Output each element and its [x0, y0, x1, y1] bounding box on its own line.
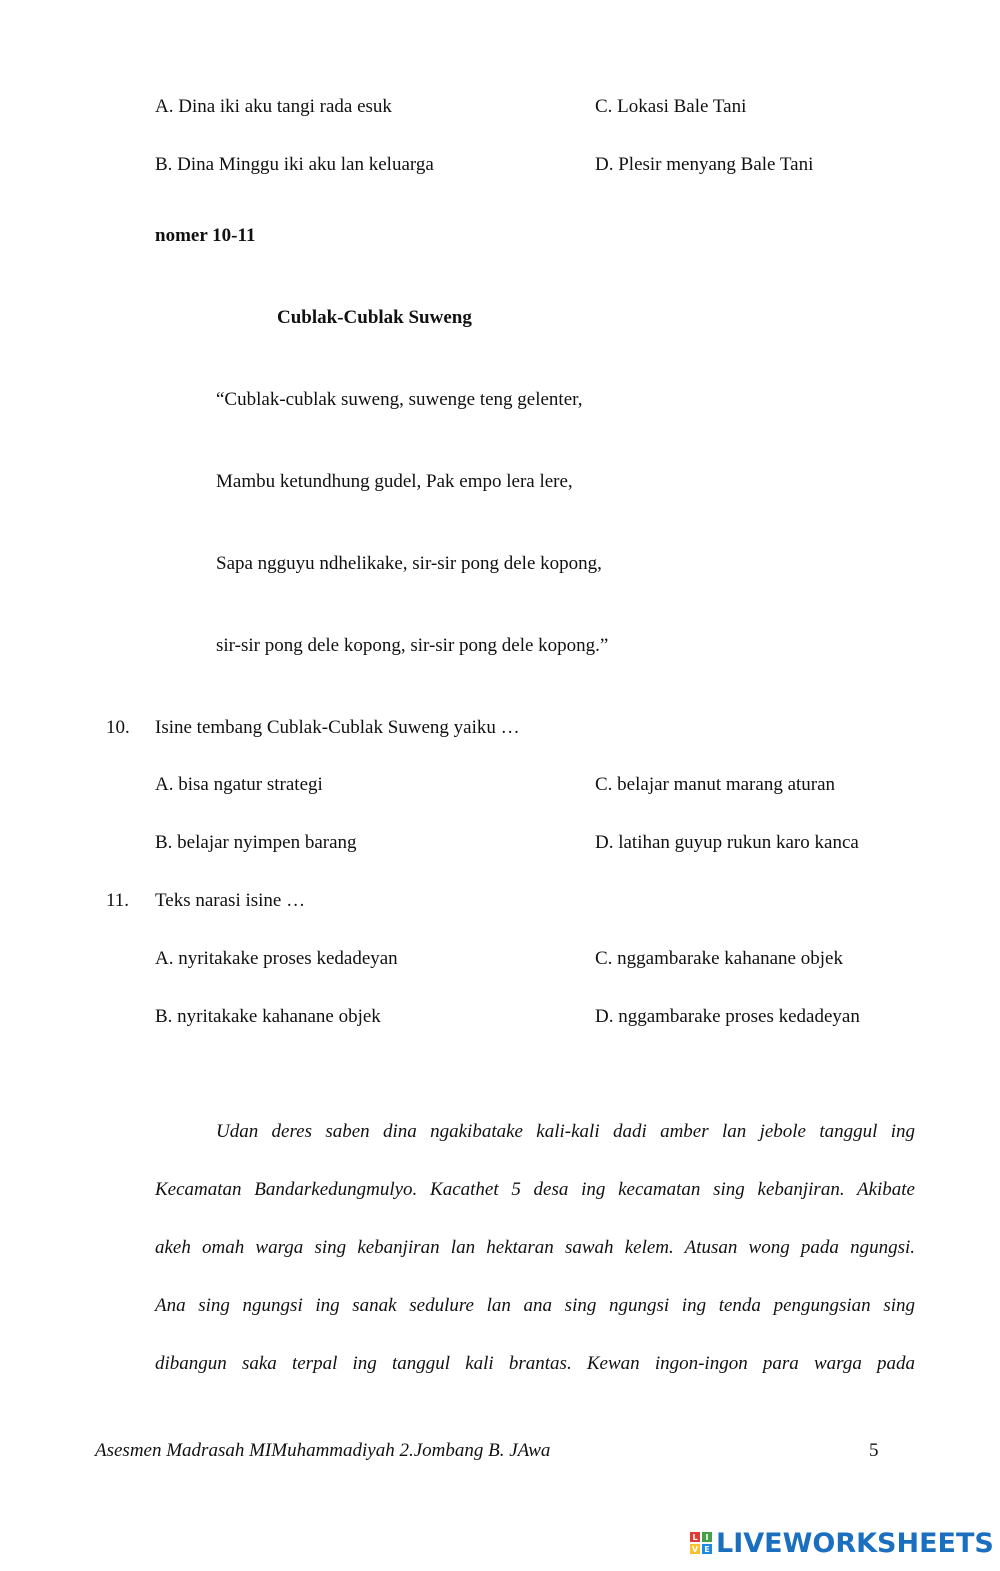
- song-title: Cublak-Cublak Suweng: [277, 307, 472, 328]
- passage-line: dibangun saka terpal ing tanggul kali brantas. Kewan ingon-ingon para warga pada: [155, 1353, 915, 1374]
- passage-line: akeh omah warga sing kebanjiran lan hektaran sawah kelem. Atusan wong pada ngungsi.: [155, 1237, 915, 1258]
- passage-line: Kecamatan Bandarkedungmulyo. Kacathet 5 desa ing kecamatan sing kebanjiran. Akibate: [155, 1179, 915, 1200]
- prev-option-b: B. Dina Minggu iki aku lan keluarga: [155, 154, 434, 175]
- logo-text: LIVEWORKSHEETS: [716, 1527, 994, 1559]
- passage-line: Udan deres saben dina ngakibatake kali-kali dadi amber lan jebole tanggul ing: [216, 1121, 915, 1142]
- option-d: D. nggambarake proses kedadeyan: [595, 1006, 860, 1027]
- logo-mark-letter: L: [690, 1532, 700, 1542]
- page-number: 5: [869, 1440, 879, 1461]
- song-line: Mambu ketundhung gudel, Pak empo lera lere,: [216, 471, 573, 492]
- option-b: B. nyritakake kahanane objek: [155, 1006, 381, 1027]
- prev-option-c: C. Lokasi Bale Tani: [595, 96, 747, 117]
- option-a: A. nyritakake proses kedadeyan: [155, 948, 398, 969]
- option-c: C. belajar manut marang aturan: [595, 774, 836, 795]
- footer-text: Asesmen Madrasah MIMuhammadiyah 2.Jombang B. JAwa: [95, 1440, 551, 1461]
- question-text: Teks narasi isine …: [155, 890, 306, 911]
- prev-option-a: A. Dina iki aku tangi rada esuk: [155, 96, 392, 117]
- passage-line: Ana sing ngungsi ing sanak sedulure lan ana sing ngungsi ing tenda pengungsian sing: [155, 1295, 915, 1316]
- option-c: C. nggambarake kahanane objek: [595, 948, 843, 969]
- prev-option-d: D. Plesir menyang Bale Tani: [595, 154, 814, 175]
- option-a: A. bisa ngatur strategi: [155, 774, 323, 795]
- logo-mark-letter: V: [691, 1544, 699, 1554]
- song-line: “Cublak-cublak suweng, suwenge teng gelenter,: [216, 389, 583, 410]
- question-number: 11.: [106, 890, 130, 911]
- question-text: Isine tembang Cublak-Cublak Suweng yaiku …: [155, 717, 520, 738]
- option-d: D. latihan guyup rukun karo kanca: [595, 832, 859, 853]
- option-b: B. belajar nyimpen barang: [155, 832, 357, 853]
- section-heading: nomer 10-11: [155, 225, 256, 246]
- question-number: 10.: [106, 717, 130, 738]
- song-line: sir-sir pong dele kopong, sir-sir pong dele kopong.”: [216, 635, 609, 656]
- song-line: Sapa ngguyu ndhelikake, sir-sir pong dele kopong,: [216, 553, 602, 574]
- liveworksheets-logo: [690, 1526, 994, 1560]
- logo-mark-icon: [690, 1532, 712, 1554]
- logo-mark-letter: E: [702, 1544, 712, 1554]
- logo-mark-letter: I: [702, 1532, 712, 1542]
